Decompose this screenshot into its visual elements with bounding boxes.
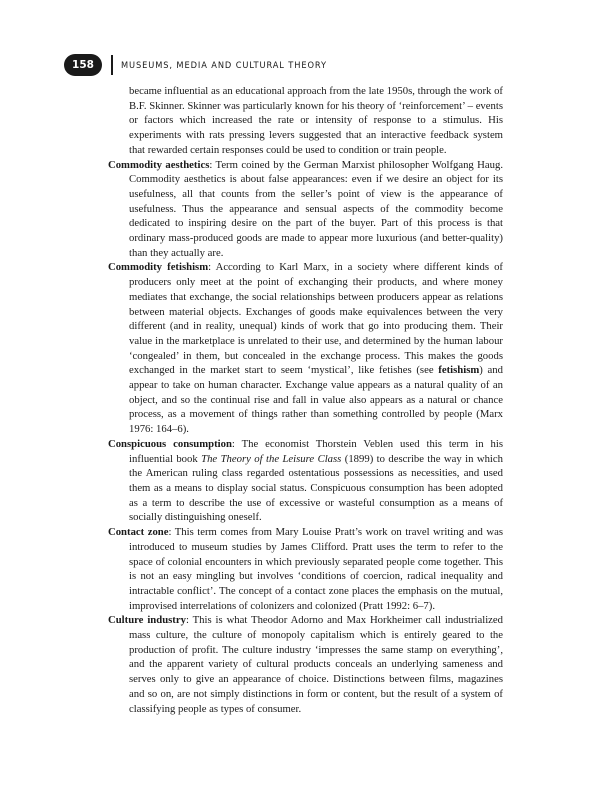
entry-term: Contact zone	[108, 526, 169, 539]
running-header	[64, 53, 327, 77]
entry-term: Commodity aesthetics	[108, 158, 210, 171]
entry-term: Commodity fetishism	[108, 261, 209, 274]
glossary-body	[108, 84, 503, 716]
header-divider	[111, 55, 113, 75]
entry-term: Conspicuous consumption	[108, 437, 232, 450]
entry-definition: (1899) to describe the way in which the American ruling class regarded ostentatious possessions as necessities, and used them as a means to display social status. Conspicuous consumption has been adopted as a term to describe the use of excessive or wasteful consumption as a means of socially distinguishing oneself.	[129, 452, 503, 524]
entry-definition: : Term coined by the German Marxist philosopher Wolfgang Haug. Commodity aesthetics is about false appearances: even if we desire an object for its usefulness, all that counts from the seller’s point of view is the appearance of usefulness. Thus the appearance and sensual aspects of the commodity become dedicated to inspiring desire on the part of the buyer. Part of this process is that ordinary mass-produced goods are made to appear more luxurious (and better-quality) than they actually are.	[129, 158, 504, 259]
book-title: The Theory of the Leisure Class	[201, 452, 342, 465]
entry-contact-zone	[108, 525, 503, 613]
entry-conspicuous-consumption	[108, 437, 503, 525]
cross-reference: fetishism	[438, 364, 480, 377]
entry-term: Culture industry	[108, 614, 186, 627]
entry-definition: ) and appear to take on human character. Exchange value appears as a natural quality of an object, and so the continual rise and fall in value also appears as a natural or chance process, as a movement of things rather than something controlled by people (Marx 1976: 164–6).	[129, 364, 503, 436]
continuation-paragraph: became influential as an educational approach from the late 1950s, through the work of B.F. Skinner. Skinner was particularly known for his theory of ‘reinforcement’ – events or factors which increased the rate or intensity of response to a stimulus. His experiments with rats pressing levers suggested that an interactive feedback system that rewarded certain responses could be used to condition or train people.	[129, 85, 503, 156]
entry-commodity-aesthetics	[108, 158, 503, 261]
entry-culture-industry	[108, 613, 503, 716]
running-title: MUSEUMS, MEDIA AND CULTURAL THEORY	[121, 59, 327, 71]
entry-definition: : According to Karl Marx, in a society where different kinds of producers only meet at the point of exchanging their products, and where money mediates that exchange, the social relationships between producers appear as relations between material objects. Exchanges of goods make equivalences between the very different (and in reality, unequal) kinds of work that go into producing them. Their value in the marketplace is unrelated to their use, and determined by the human labour ‘congealed’ in them, but concealed in the exchange process. This makes the goods exchanged in the market start to seem ‘mystical’, like fetishes (see	[129, 261, 503, 377]
entry-commodity-fetishism	[108, 260, 503, 436]
page-number: 158	[64, 54, 102, 76]
entry-definition: : This term comes from Mary Louise Pratt’s work on travel writing and was introduced to museum studies by James Clifford. Pratt uses the term to refer to the space of colonial encounters in which previously separated people come together. This is not an easy mingling but involves ‘conditions of coercion, radical inequality and intractable conflict’. The concept of a contact zone places the emphasis on the mutual, improvised interrelations of colonizers and colonized (Pratt 1992: 6–7).	[129, 526, 503, 612]
entry-definition: : This is what Theodor Adorno and Max Horkheimer call industrialized mass culture, the culture of monopoly capitalism which is entirely geared to the production of profit. The culture industry ‘impresses the same stamp on everything’, and the apparent variety of cultural products conceals an underlying sameness and serves only to give an appearance of choice. Distinctions between films, magazines and so on, are not simply distinctions in form or content, but the result of a system of classifying people as types of consumer.	[129, 614, 503, 715]
entry-definition: : The economist Thorstein Veblen used this term in his influential book	[129, 437, 503, 465]
